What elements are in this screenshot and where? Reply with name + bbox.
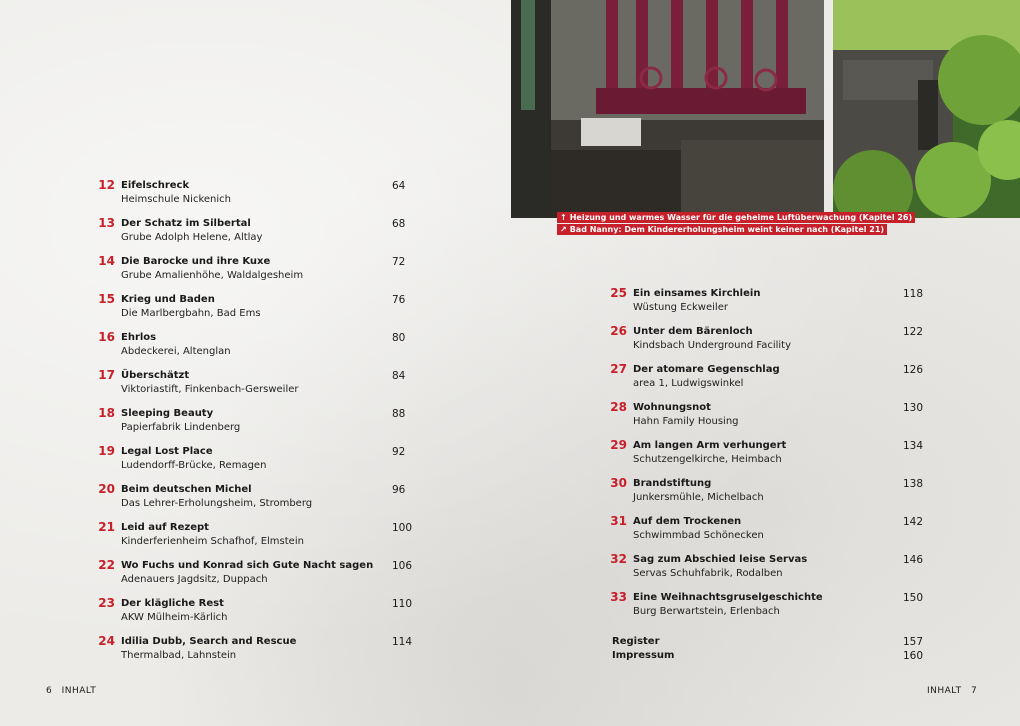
chapter-number: 21 (98, 520, 115, 534)
page-number-right: 7 (970, 686, 978, 696)
chapter-location: area 1, Ludwigswinkel (633, 378, 744, 389)
chapter-location: Abdeckerei, Altenglan (121, 346, 231, 357)
chapter-title: Leid auf Rezept (121, 522, 209, 533)
toc-impressum-page: 160 (903, 650, 924, 662)
chapter-title: Ein einsames Kirchlein (633, 288, 761, 299)
toc-register-page: 157 (903, 636, 924, 648)
chapter-page: 100 (392, 522, 413, 534)
chapter-number: 30 (610, 476, 627, 490)
chapter-page: 114 (392, 636, 413, 648)
chapter-location: Burg Berwartstein, Erlenbach (633, 606, 780, 617)
chapter-location: Thermalbad, Lahnstein (121, 650, 237, 661)
chapter-number: 18 (98, 406, 115, 420)
chapter-title: Eifelschreck (121, 180, 190, 191)
chapter-number: 23 (98, 596, 115, 610)
chapter-page: 134 (903, 440, 924, 452)
chapter-location: Wüstung Eckweiler (633, 302, 728, 313)
chapter-title: Legal Lost Place (121, 446, 213, 457)
chapter-title: Krieg und Baden (121, 294, 215, 305)
chapter-title: Auf dem Trockenen (633, 516, 742, 527)
chapter-page: 110 (392, 598, 413, 610)
chapter-number: 16 (98, 330, 115, 344)
chapter-title: Am langen Arm verhungert (633, 440, 787, 451)
chapter-number: 13 (98, 216, 115, 230)
chapter-location: Junkersmühle, Michelbach (633, 492, 764, 503)
photo-caption-2: ↗ Bad Nanny: Dem Kindererholungsheim weint keiner nach (Kapitel 21) (557, 224, 887, 235)
chapter-title: Der klägliche Rest (121, 598, 224, 609)
chapter-location: Die Marlbergbahn, Bad Ems (121, 308, 261, 319)
chapter-location: Kinderferienheim Schafhof, Elmstein (121, 536, 304, 547)
chapter-number: 33 (610, 590, 627, 604)
chapter-page: 118 (903, 288, 924, 300)
chapter-location: Ludendorff-Brücke, Remagen (121, 460, 267, 471)
chapter-page: 76 (392, 294, 406, 306)
chapter-location: Papierfabrik Lindenberg (121, 422, 241, 433)
chapter-number: 12 (98, 178, 115, 192)
chapter-page: 122 (903, 326, 924, 338)
chapter-number: 25 (610, 286, 627, 300)
chapter-location: Adenauers Jagdsitz, Duppach (121, 574, 268, 585)
chapter-title: Ehrlos (121, 332, 157, 343)
chapter-location: Schwimmbad Schönecken (633, 530, 764, 541)
chapter-number: 20 (98, 482, 115, 496)
chapter-number: 27 (610, 362, 627, 376)
chapter-page: 146 (903, 554, 924, 566)
chapter-location: Servas Schuhfabrik, Rodalben (633, 568, 783, 579)
page-number-left: 6 (46, 686, 53, 696)
chapter-location: Das Lehrer-Erholungsheim, Stromberg (121, 498, 313, 509)
chapter-location: Viktoriastift, Finkenbach-Gersweiler (121, 384, 299, 395)
chapter-page: 92 (392, 446, 406, 458)
toc-register[interactable]: Register (612, 636, 660, 647)
chapter-title: Unter dem Bärenloch (633, 326, 753, 337)
photo-boiler-room (511, 0, 824, 218)
chapter-location: Hahn Family Housing (633, 416, 739, 427)
photo-caption-1: ↑ Heizung und warmes Wasser für die geheime Luftüberwachung (Kapitel 26) (557, 212, 915, 223)
chapter-page: 84 (392, 370, 406, 382)
chapter-number: 24 (98, 634, 115, 648)
chapter-title: Der atomare Gegenschlag (633, 364, 780, 375)
chapter-page: 88 (392, 408, 406, 420)
chapter-title: Wo Fuchs und Konrad sich Gute Nacht sagen (121, 560, 374, 571)
footer-left (46, 686, 96, 696)
chapter-number: 28 (610, 400, 627, 414)
chapter-number: 22 (98, 558, 115, 572)
chapter-number: 15 (98, 292, 115, 306)
footer-right (927, 686, 977, 696)
chapter-title: Sleeping Beauty (121, 408, 214, 419)
footer-right-label: INHALT (927, 686, 962, 696)
chapter-location: AKW Mülheim-Kärlich (121, 612, 228, 623)
footer-left-label: INHALT (61, 686, 97, 696)
chapter-title: Beim deutschen Michel (121, 484, 252, 495)
photo-overgrown-building (833, 0, 1020, 218)
chapter-location: Grube Adolph Helene, Altlay (121, 232, 263, 243)
chapter-page: 64 (392, 180, 406, 192)
chapter-page: 138 (903, 478, 924, 490)
chapter-page: 96 (392, 484, 406, 496)
chapter-number: 29 (610, 438, 627, 452)
chapter-page: 150 (903, 592, 924, 604)
chapter-title: Idilia Dubb, Search and Rescue (121, 636, 297, 647)
chapter-title: Sag zum Abschied leise Servas (633, 554, 808, 565)
chapter-number: 31 (610, 514, 627, 528)
chapter-page: 72 (392, 256, 406, 268)
chapter-page: 142 (903, 516, 924, 528)
chapter-location: Heimschule Nickenich (121, 194, 231, 205)
chapter-title: Wohnungsnot (633, 402, 711, 413)
chapter-page: 80 (392, 332, 406, 344)
chapter-page: 68 (392, 218, 406, 230)
chapter-number: 32 (610, 552, 627, 566)
chapter-title: Brandstiftung (633, 478, 712, 489)
chapter-title: Die Barocke und ihre Kuxe (121, 256, 271, 267)
toc-impressum[interactable]: Impressum (612, 650, 675, 661)
chapter-title: Überschätzt (121, 370, 190, 381)
arrow-up-right-icon: ↗ (560, 225, 567, 234)
chapter-location: Schutzengelkirche, Heimbach (633, 454, 782, 465)
chapter-number: 14 (98, 254, 115, 268)
arrow-up-icon: ↑ (560, 213, 567, 222)
chapter-page: 130 (903, 402, 924, 414)
chapter-number: 19 (98, 444, 115, 458)
chapter-page: 106 (392, 560, 413, 572)
chapter-title: Der Schatz im Silbertal (121, 218, 251, 229)
chapter-number: 26 (610, 324, 627, 338)
chapter-location: Kindsbach Underground Facility (633, 340, 792, 351)
chapter-title: Eine Weihnachtsgruselgeschichte (633, 592, 823, 603)
chapter-page: 126 (903, 364, 924, 376)
chapter-location: Grube Amalienhöhe, Waldalgesheim (121, 270, 304, 281)
chapter-number: 17 (98, 368, 115, 382)
